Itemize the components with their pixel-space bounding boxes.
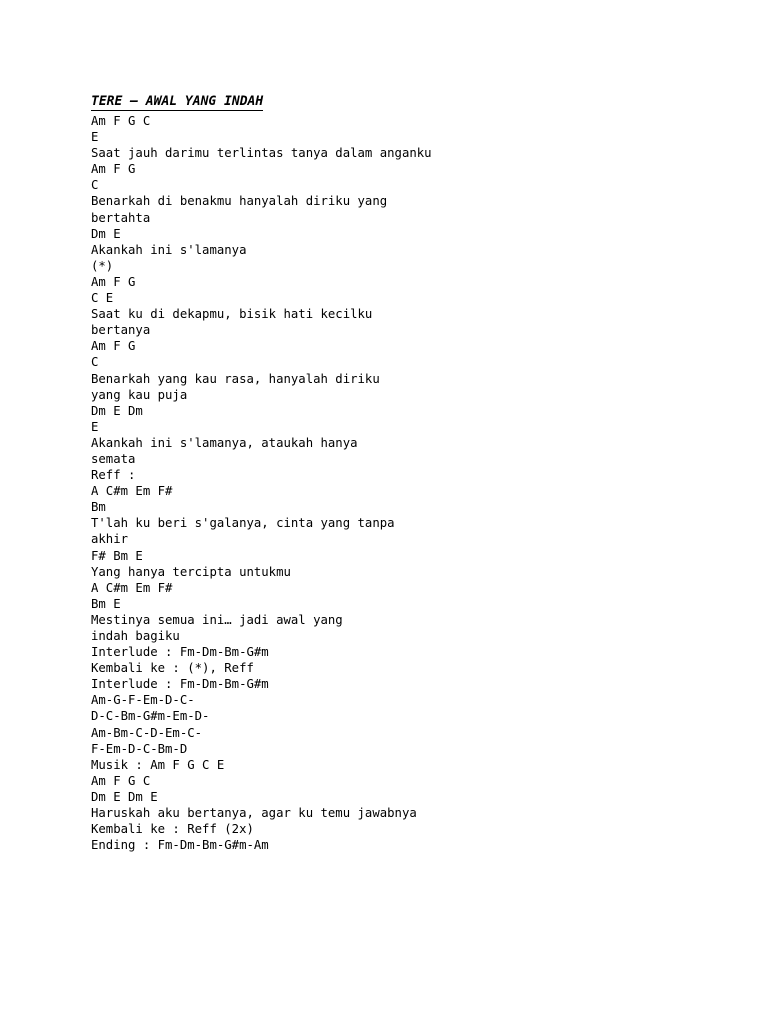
text-line: Mestinya semua ini… jadi awal yang — [91, 612, 343, 627]
text-line: Bm — [91, 500, 106, 515]
text-line: F# Bm E — [91, 548, 143, 563]
text-line: C — [91, 355, 99, 370]
text-line: Bm E — [91, 596, 121, 611]
text-line: Dm E Dm E — [91, 789, 158, 804]
text-line: D-C-Bm-G#m-Em-D- — [91, 709, 210, 724]
text-line: Am F G C — [91, 773, 151, 788]
text-line: Kembali ke : Reff (2x) — [91, 822, 254, 837]
text-line: Am-G-F-Em-D-C- — [91, 693, 195, 708]
text-line: Akankah ini s'lamanya — [91, 242, 247, 257]
text-line: Am-Bm-C-D-Em-C- — [91, 725, 203, 740]
text-line: Benarkah yang kau rasa, hanyalah diriku — [91, 371, 380, 386]
text-line: yang kau puja — [91, 387, 188, 402]
text-line: E — [91, 130, 99, 145]
text-line: bertanya — [91, 323, 151, 338]
text-line: semata — [91, 451, 136, 466]
text-line: T'lah ku beri s'galanya, cinta yang tanpa — [91, 516, 395, 531]
text-line: Saat jauh darimu terlintas tanya dalam anganku — [91, 146, 432, 161]
text-line: Am F G — [91, 274, 136, 289]
text-line: (*) — [91, 258, 114, 273]
song-title: TERE – AWAL YANG INDAH — [91, 94, 264, 109]
text-line: Musik : Am F G C E — [91, 757, 225, 772]
text-line: C E — [91, 291, 114, 306]
text-line: bertahta — [91, 210, 151, 225]
text-line: Kembali ke : (*), Reff — [91, 661, 254, 676]
text-line: C — [91, 178, 99, 193]
text-line: Akankah ini s'lamanya, ataukah hanya — [91, 435, 358, 450]
text-line: indah bagiku — [91, 629, 180, 643]
text-line: Benarkah di benakmu hanyalah diriku yang — [91, 194, 388, 209]
text-line: Interlude : Fm-Dm-Bm-G#m — [91, 645, 269, 660]
text-line: Yang hanya tercipta untukmu — [91, 564, 291, 579]
text-line: Saat ku di dekapmu, bisik hati kecilku — [91, 307, 373, 322]
text-line: Interlude : Fm-Dm-Bm-G#m — [91, 677, 269, 692]
text-line: akhir — [91, 532, 129, 547]
text-line: A C#m Em F# — [91, 484, 173, 499]
text-line: A C#m Em F# — [91, 580, 173, 595]
text-line: Ending : Fm-Dm-Bm-G#m-Am — [91, 838, 269, 853]
text-line: Am F G — [91, 339, 136, 354]
text-line: Dm E Dm — [91, 403, 143, 418]
text-line: Reff : — [91, 468, 136, 483]
text-line: F-Em-D-C-Bm-D — [91, 741, 188, 756]
text-line: Am F G C — [91, 114, 151, 128]
text-line: Dm E — [91, 226, 121, 241]
text-line: Am F G — [91, 162, 136, 177]
text-line: Haruskah aku bertanya, agar ku temu jawabnya — [91, 806, 417, 821]
lyrics-chords-body — [91, 113, 432, 853]
text-line: E — [91, 419, 99, 434]
